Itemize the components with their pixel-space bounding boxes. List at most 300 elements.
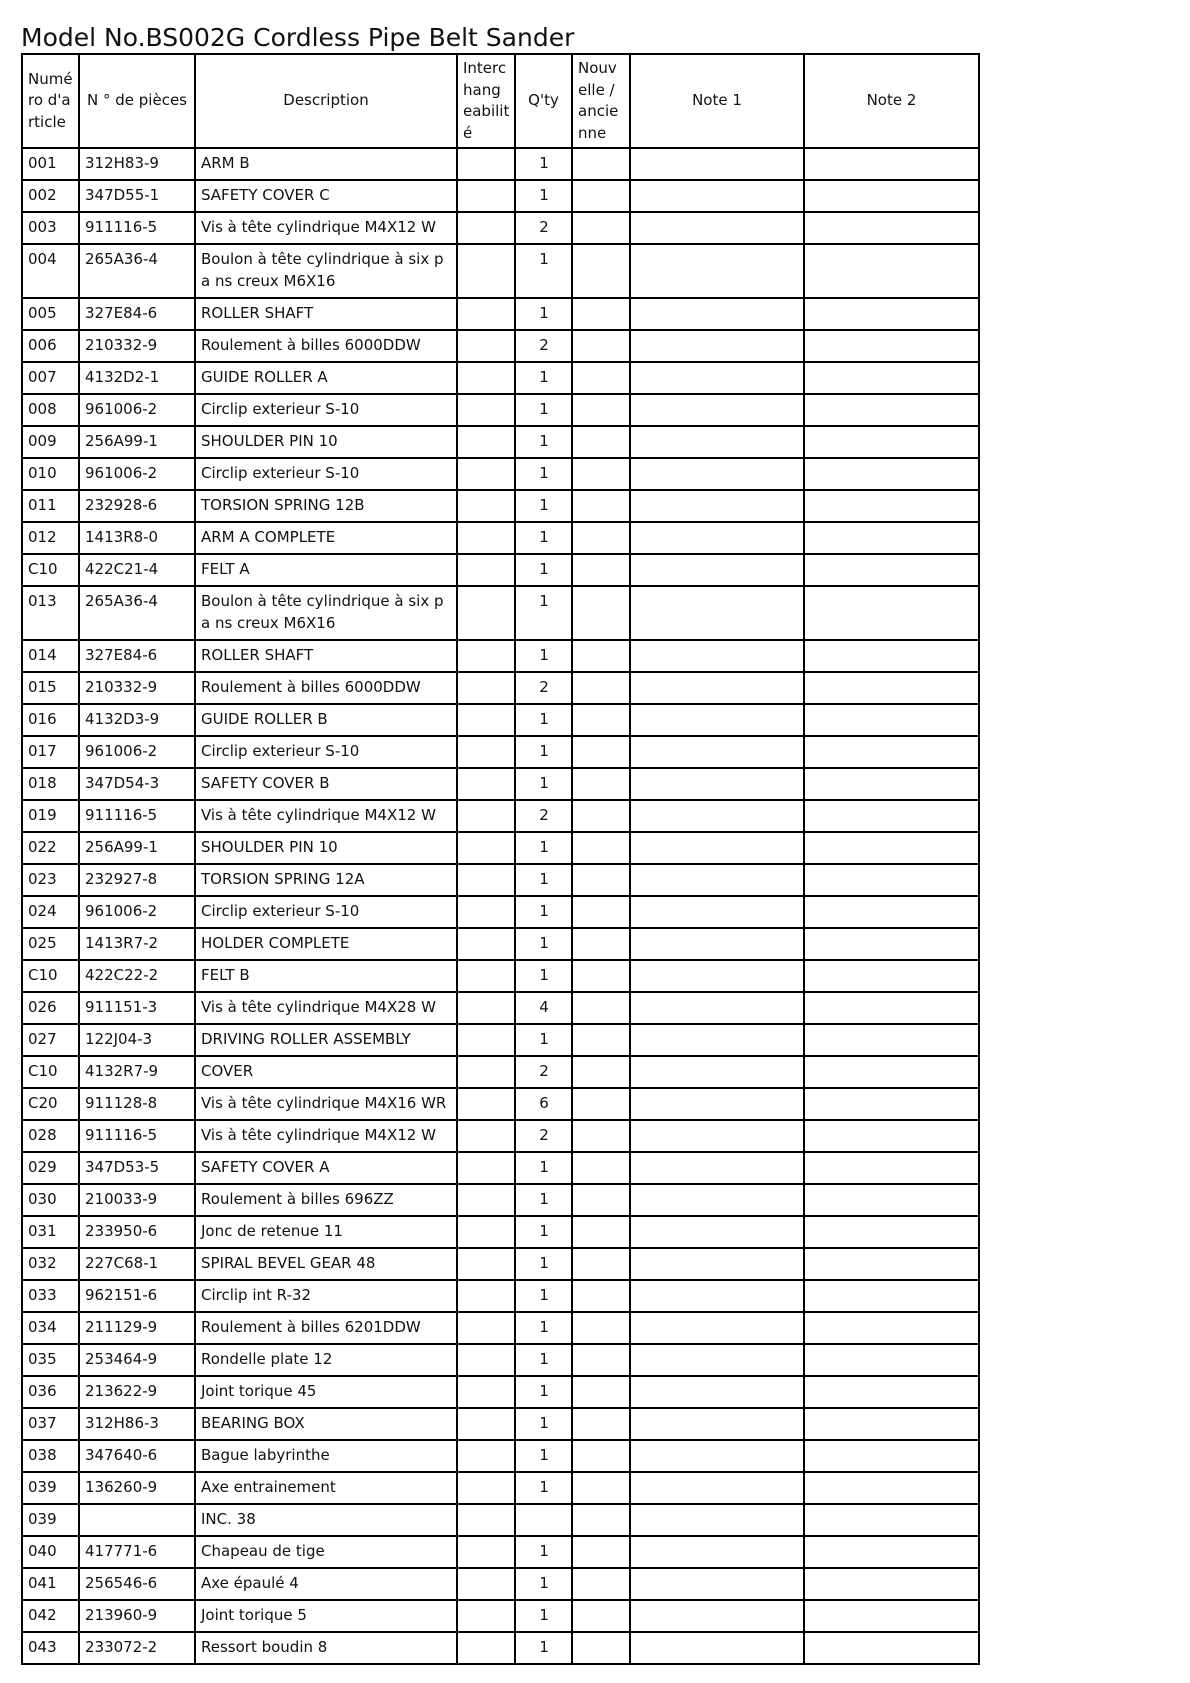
cell-note-1 [630,1536,804,1568]
cell-new-old [572,1344,630,1376]
cell-note-2 [804,1280,979,1312]
cell-note-2 [804,896,979,928]
cell-part-no: 911151-3 [79,992,195,1024]
cell-new-old [572,490,630,522]
cell-item-no: 039 [22,1472,79,1504]
cell-new-old [572,554,630,586]
cell-note-1 [630,394,804,426]
cell-part-no: 233950-6 [79,1216,195,1248]
cell-qty: 1 [515,1536,572,1568]
cell-description: ROLLER SHAFT [195,298,457,330]
cell-note-1 [630,736,804,768]
cell-part-no: 232928-6 [79,490,195,522]
cell-new-old [572,1312,630,1344]
cell-new-old [572,800,630,832]
cell-note-1 [630,1504,804,1536]
table-row [22,992,979,1024]
cell-new-old [572,768,630,800]
cell-item-no: 042 [22,1600,79,1632]
cell-qty: 1 [515,180,572,212]
cell-qty: 1 [515,1632,572,1664]
cell-new-old [572,1152,630,1184]
cell-interchangeability [457,864,515,896]
cell-item-no: 016 [22,704,79,736]
cell-interchangeability [457,1504,515,1536]
cell-description: Circlip exterieur S-10 [195,458,457,490]
cell-interchangeability [457,522,515,554]
cell-item-no: 037 [22,1408,79,1440]
table-row [22,180,979,212]
cell-new-old [572,1536,630,1568]
cell-note-2 [804,1344,979,1376]
table-row [22,458,979,490]
cell-part-no: 312H83-9 [79,148,195,180]
table-row [22,212,979,244]
cell-item-no: 005 [22,298,79,330]
cell-description: Vis à tête cylindrique M4X12 W [195,1120,457,1152]
cell-new-old [572,1120,630,1152]
cell-note-2 [804,148,979,180]
cell-qty: 2 [515,1056,572,1088]
cell-part-no: 961006-2 [79,394,195,426]
table-row [22,554,979,586]
cell-interchangeability [457,212,515,244]
cell-qty: 1 [515,554,572,586]
cell-interchangeability [457,1280,515,1312]
cell-part-no: 911116-5 [79,1120,195,1152]
table-row [22,1504,979,1536]
cell-interchangeability [457,148,515,180]
cell-note-1 [630,1376,804,1408]
cell-item-no: 040 [22,1536,79,1568]
cell-description: Boulon à tête cylindrique à six pa ns creux M6X16 [195,586,457,640]
cell-note-2 [804,180,979,212]
cell-note-1 [630,800,804,832]
table-row [22,1472,979,1504]
cell-note-2 [804,330,979,362]
table-row [22,394,979,426]
cell-interchangeability [457,1536,515,1568]
cell-part-no: 256A99-1 [79,832,195,864]
cell-item-no: 027 [22,1024,79,1056]
cell-note-2 [804,928,979,960]
table-row [22,1248,979,1280]
cell-item-no: 008 [22,394,79,426]
cell-note-1 [630,1312,804,1344]
cell-description: Bague labyrinthe [195,1440,457,1472]
cell-qty: 1 [515,1280,572,1312]
cell-part-no: 347640-6 [79,1440,195,1472]
cell-qty: 1 [515,522,572,554]
cell-item-no: 030 [22,1184,79,1216]
cell-note-2 [804,244,979,298]
cell-qty: 1 [515,1472,572,1504]
table-row [22,640,979,672]
table-row [22,244,979,298]
cell-description: Ressort boudin 8 [195,1632,457,1664]
cell-note-1 [630,768,804,800]
cell-qty: 1 [515,1152,572,1184]
table-row [22,704,979,736]
cell-qty: 1 [515,864,572,896]
cell-interchangeability [457,180,515,212]
cell-qty: 1 [515,1248,572,1280]
cell-new-old [572,1632,630,1664]
cell-qty: 1 [515,768,572,800]
cell-description: Vis à tête cylindrique M4X12 W [195,800,457,832]
cell-new-old [572,1408,630,1440]
cell-note-2 [804,960,979,992]
cell-qty: 1 [515,298,572,330]
cell-new-old [572,426,630,458]
cell-description: Boulon à tête cylindrique à six pa ns creux M6X16 [195,244,457,298]
cell-item-no: 019 [22,800,79,832]
cell-interchangeability [457,458,515,490]
cell-note-1 [630,864,804,896]
cell-interchangeability [457,330,515,362]
cell-new-old [572,330,630,362]
table-row [22,672,979,704]
cell-new-old [572,362,630,394]
cell-part-no: 211129-9 [79,1312,195,1344]
cell-qty [515,1504,572,1536]
cell-part-no: 327E84-6 [79,640,195,672]
cell-item-no: 014 [22,640,79,672]
cell-qty: 1 [515,148,572,180]
column-header-description: Description [195,54,457,148]
cell-qty: 1 [515,896,572,928]
cell-new-old [572,992,630,1024]
cell-part-no: 256546-6 [79,1568,195,1600]
cell-part-no [79,1504,195,1536]
cell-new-old [572,1280,630,1312]
cell-description: Circlip exterieur S-10 [195,896,457,928]
cell-interchangeability [457,928,515,960]
cell-part-no: 962151-6 [79,1280,195,1312]
table-header-row [22,54,979,148]
cell-qty: 1 [515,586,572,640]
cell-interchangeability [457,736,515,768]
cell-interchangeability [457,800,515,832]
cell-interchangeability [457,704,515,736]
cell-qty: 2 [515,212,572,244]
cell-interchangeability [457,992,515,1024]
cell-description: COVER [195,1056,457,1088]
table-row [22,1088,979,1120]
cell-note-1 [630,960,804,992]
cell-qty: 6 [515,1088,572,1120]
cell-note-1 [630,704,804,736]
cell-note-2 [804,426,979,458]
cell-note-1 [630,426,804,458]
cell-part-no: 213960-9 [79,1600,195,1632]
cell-item-no: 029 [22,1152,79,1184]
cell-part-no: 253464-9 [79,1344,195,1376]
cell-item-no: 015 [22,672,79,704]
cell-new-old [572,704,630,736]
cell-note-2 [804,1408,979,1440]
cell-note-1 [630,1408,804,1440]
cell-part-no: 256A99-1 [79,426,195,458]
cell-interchangeability [457,1440,515,1472]
cell-description: Rondelle plate 12 [195,1344,457,1376]
cell-note-2 [804,1152,979,1184]
cell-description: ARM B [195,148,457,180]
cell-qty: 1 [515,1216,572,1248]
cell-part-no: 422C21-4 [79,554,195,586]
table-row [22,1120,979,1152]
cell-description: Roulement à billes 6000DDW [195,672,457,704]
cell-note-2 [804,1024,979,1056]
cell-part-no: 422C22-2 [79,960,195,992]
cell-note-2 [804,1184,979,1216]
cell-item-no: C20 [22,1088,79,1120]
cell-interchangeability [457,960,515,992]
cell-note-1 [630,1248,804,1280]
cell-qty: 1 [515,426,572,458]
cell-interchangeability [457,896,515,928]
cell-interchangeability [457,1600,515,1632]
cell-description: FELT B [195,960,457,992]
cell-new-old [572,212,630,244]
cell-note-2 [804,640,979,672]
cell-interchangeability [457,244,515,298]
cell-item-no: 018 [22,768,79,800]
cell-note-1 [630,148,804,180]
cell-item-no: 004 [22,244,79,298]
cell-interchangeability [457,1120,515,1152]
cell-note-2 [804,864,979,896]
cell-note-1 [630,1216,804,1248]
cell-description: Circlip int R-32 [195,1280,457,1312]
table-row [22,1280,979,1312]
cell-qty: 1 [515,458,572,490]
column-header-qty: Q'ty [515,54,572,148]
table-row [22,490,979,522]
cell-note-1 [630,1600,804,1632]
cell-interchangeability [457,1184,515,1216]
cell-item-no: 035 [22,1344,79,1376]
cell-qty: 2 [515,1120,572,1152]
cell-note-1 [630,1472,804,1504]
cell-note-1 [630,180,804,212]
cell-description: Vis à tête cylindrique M4X28 W [195,992,457,1024]
cell-note-1 [630,896,804,928]
cell-part-no: 265A36-4 [79,586,195,640]
cell-note-2 [804,1568,979,1600]
cell-part-no: 4132D3-9 [79,704,195,736]
cell-note-1 [630,490,804,522]
table-row [22,896,979,928]
cell-part-no: 210033-9 [79,1184,195,1216]
cell-qty: 2 [515,800,572,832]
cell-qty: 4 [515,992,572,1024]
cell-new-old [572,1600,630,1632]
column-header-part-no: N ° de pièces [79,54,195,148]
cell-description: Roulement à billes 696ZZ [195,1184,457,1216]
cell-interchangeability [457,298,515,330]
cell-note-2 [804,522,979,554]
cell-note-1 [630,992,804,1024]
cell-part-no: 312H86-3 [79,1408,195,1440]
cell-new-old [572,928,630,960]
table-row [22,1312,979,1344]
cell-description: Circlip exterieur S-10 [195,394,457,426]
cell-description: GUIDE ROLLER A [195,362,457,394]
cell-interchangeability [457,768,515,800]
cell-description: FELT A [195,554,457,586]
cell-item-no: C10 [22,1056,79,1088]
cell-description: Roulement à billes 6201DDW [195,1312,457,1344]
cell-item-no: 041 [22,1568,79,1600]
cell-qty: 1 [515,832,572,864]
cell-note-2 [804,672,979,704]
cell-note-2 [804,704,979,736]
cell-part-no: 347D55-1 [79,180,195,212]
cell-note-2 [804,1504,979,1536]
cell-new-old [572,1184,630,1216]
table-row [22,1600,979,1632]
cell-interchangeability [457,1088,515,1120]
cell-qty: 1 [515,640,572,672]
cell-note-2 [804,554,979,586]
cell-new-old [572,1088,630,1120]
cell-new-old [572,298,630,330]
cell-item-no: 023 [22,864,79,896]
cell-qty: 2 [515,672,572,704]
cell-note-2 [804,1120,979,1152]
cell-new-old [572,672,630,704]
cell-item-no: 006 [22,330,79,362]
cell-description: Jonc de retenue 11 [195,1216,457,1248]
cell-interchangeability [457,1024,515,1056]
cell-item-no: 002 [22,180,79,212]
cell-interchangeability [457,1216,515,1248]
cell-interchangeability [457,1248,515,1280]
table-row [22,1152,979,1184]
cell-qty: 1 [515,1312,572,1344]
cell-qty: 1 [515,1568,572,1600]
cell-note-2 [804,1632,979,1664]
cell-part-no: 227C68-1 [79,1248,195,1280]
cell-interchangeability [457,1056,515,1088]
cell-new-old [572,1504,630,1536]
cell-description: HOLDER COMPLETE [195,928,457,960]
cell-new-old [572,458,630,490]
cell-part-no: 961006-2 [79,736,195,768]
column-header-note-1: Note 1 [630,54,804,148]
cell-part-no: 210332-9 [79,672,195,704]
cell-new-old [572,1376,630,1408]
cell-part-no: 210332-9 [79,330,195,362]
cell-note-1 [630,1152,804,1184]
cell-description: Circlip exterieur S-10 [195,736,457,768]
table-row [22,800,979,832]
cell-note-1 [630,244,804,298]
cell-part-no: 911116-5 [79,800,195,832]
cell-qty: 1 [515,244,572,298]
cell-qty: 1 [515,1408,572,1440]
cell-item-no: 022 [22,832,79,864]
table-row [22,1184,979,1216]
cell-item-no: 036 [22,1376,79,1408]
table-row [22,960,979,992]
cell-note-2 [804,1056,979,1088]
cell-interchangeability [457,832,515,864]
cell-note-1 [630,832,804,864]
cell-new-old [572,864,630,896]
table-row [22,330,979,362]
cell-note-2 [804,1472,979,1504]
cell-new-old [572,394,630,426]
table-row [22,832,979,864]
cell-new-old [572,736,630,768]
cell-new-old [572,1248,630,1280]
cell-new-old [572,1056,630,1088]
cell-part-no: 233072-2 [79,1632,195,1664]
cell-item-no: 039 [22,1504,79,1536]
cell-part-no: 347D54-3 [79,768,195,800]
cell-item-no: 026 [22,992,79,1024]
cell-new-old [572,640,630,672]
cell-part-no: 1413R8-0 [79,522,195,554]
cell-new-old [572,1472,630,1504]
cell-note-1 [630,672,804,704]
cell-note-2 [804,768,979,800]
table-row [22,1056,979,1088]
page-title: Model No.BS002G Cordless Pipe Belt Sander [21,23,575,52]
cell-note-1 [630,1184,804,1216]
cell-new-old [572,180,630,212]
cell-note-2 [804,298,979,330]
cell-part-no: 4132R7-9 [79,1056,195,1088]
cell-qty: 2 [515,330,572,362]
cell-item-no: 017 [22,736,79,768]
cell-note-2 [804,586,979,640]
cell-description: Roulement à billes 6000DDW [195,330,457,362]
cell-item-no: 012 [22,522,79,554]
cell-description: DRIVING ROLLER ASSEMBLY [195,1024,457,1056]
cell-note-2 [804,212,979,244]
cell-item-no: 034 [22,1312,79,1344]
cell-note-2 [804,1088,979,1120]
cell-interchangeability [457,1312,515,1344]
cell-note-1 [630,1120,804,1152]
cell-part-no: 417771-6 [79,1536,195,1568]
cell-item-no: 031 [22,1216,79,1248]
cell-note-2 [804,1248,979,1280]
cell-note-1 [630,586,804,640]
cell-part-no: 232927-8 [79,864,195,896]
cell-qty: 1 [515,1440,572,1472]
cell-note-2 [804,832,979,864]
cell-new-old [572,1440,630,1472]
cell-interchangeability [457,640,515,672]
table-row [22,148,979,180]
cell-description: SAFETY COVER C [195,180,457,212]
cell-interchangeability [457,554,515,586]
table-row [22,768,979,800]
column-header-item-no: Numé ro d'a rticle [22,54,79,148]
cell-note-1 [630,1440,804,1472]
cell-note-2 [804,800,979,832]
cell-note-2 [804,362,979,394]
cell-item-no: 001 [22,148,79,180]
cell-note-1 [630,928,804,960]
cell-interchangeability [457,1376,515,1408]
cell-item-no: 024 [22,896,79,928]
table-row [22,1344,979,1376]
